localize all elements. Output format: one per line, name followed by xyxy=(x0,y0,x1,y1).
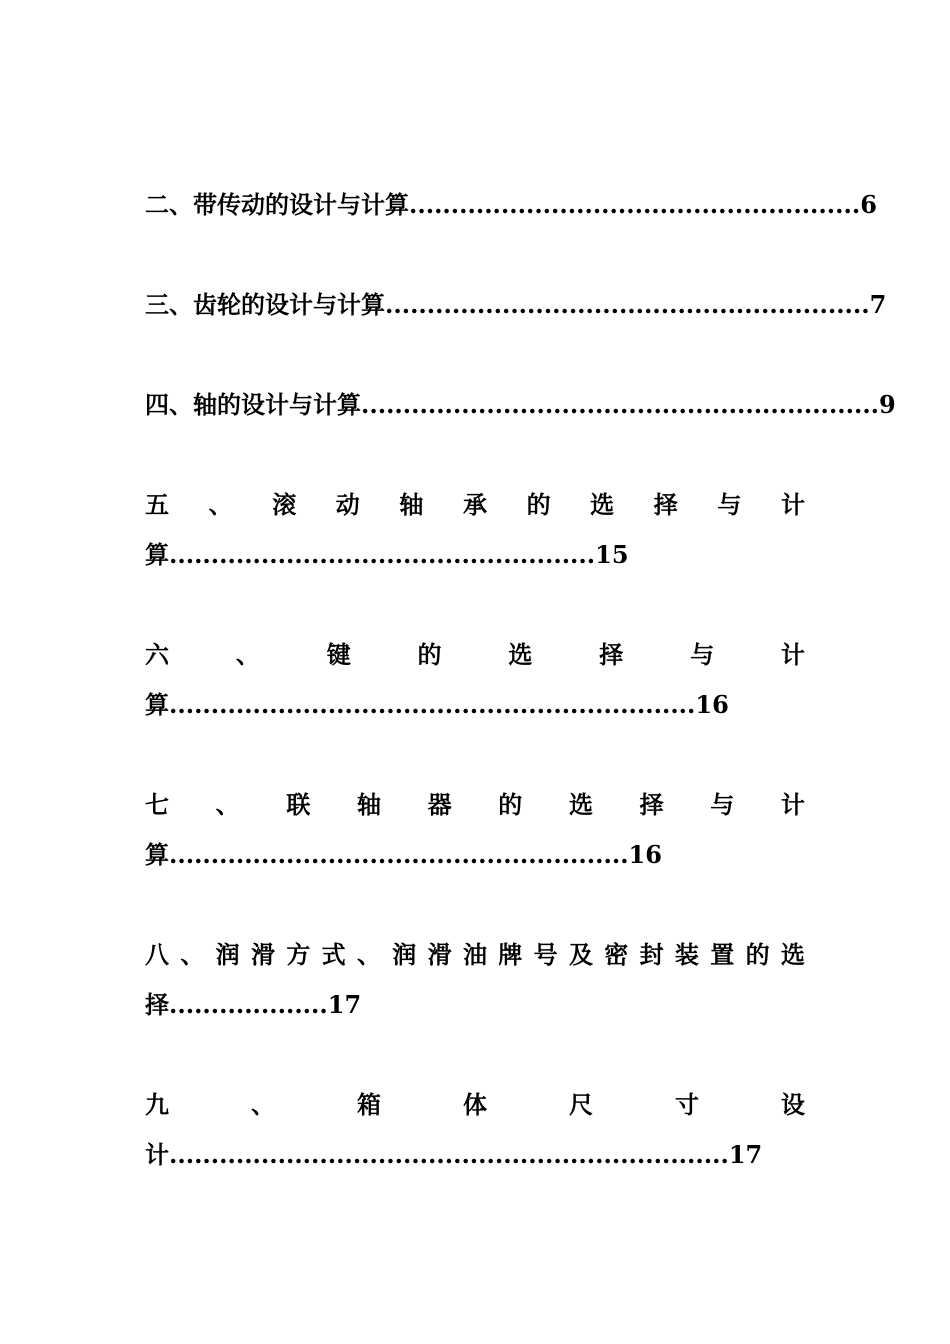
toc-char: 、 xyxy=(215,790,240,819)
toc-entry-justified-line xyxy=(145,780,805,830)
toc-char: 计 xyxy=(780,790,805,819)
toc-char: 动 xyxy=(335,490,360,519)
toc-char: 择 xyxy=(653,490,678,519)
toc-char: 轴 xyxy=(399,490,424,519)
toc-entry-text: 二、带传动的设计与计算......................................................6 xyxy=(145,190,877,219)
toc-char: 与 xyxy=(717,490,742,519)
toc-char: 牌 xyxy=(498,940,523,969)
toc-char: 、 xyxy=(251,1090,275,1119)
toc-entry-justified-line xyxy=(145,480,805,530)
toc-char: 体 xyxy=(463,1090,487,1119)
toc-char: 、 xyxy=(356,940,381,969)
toc-char: 及 xyxy=(568,940,593,969)
toc-entry-8[interactable] xyxy=(145,930,805,1030)
toc-char: 七 xyxy=(145,790,169,819)
toc-char: 五 xyxy=(145,490,169,519)
toc-char: 承 xyxy=(462,490,487,519)
toc-char: 方 xyxy=(286,940,311,969)
toc-char: 、 xyxy=(208,490,233,519)
toc-char: 计 xyxy=(780,640,805,669)
toc-char: 的 xyxy=(417,640,442,669)
toc-char: 择 xyxy=(639,790,664,819)
table-of-contents xyxy=(145,180,896,1230)
toc-char: 滑 xyxy=(250,940,275,969)
toc-char: 装 xyxy=(674,940,699,969)
toc-char: 设 xyxy=(781,1090,805,1119)
toc-char: 六 xyxy=(145,640,169,669)
toc-entry-continuation: 算.......................................................16 xyxy=(145,840,662,869)
toc-char: 选 xyxy=(568,790,593,819)
toc-entry-text: 三、齿轮的设计与计算..........................................................7 xyxy=(145,290,887,319)
toc-char: 、 xyxy=(180,940,205,969)
toc-char: 联 xyxy=(286,790,311,819)
toc-entry-3[interactable] xyxy=(145,280,887,330)
toc-entry-continuation: 计...................................................................17 xyxy=(145,1140,763,1169)
toc-char: 选 xyxy=(780,940,805,969)
toc-char: 滑 xyxy=(427,940,452,969)
toc-char: 尺 xyxy=(569,1090,593,1119)
toc-entry-5[interactable] xyxy=(145,480,805,580)
toc-char: 选 xyxy=(508,640,533,669)
toc-char: 密 xyxy=(604,940,629,969)
toc-char: 封 xyxy=(639,940,664,969)
toc-char: 择 xyxy=(599,640,624,669)
toc-char: 与 xyxy=(690,640,715,669)
toc-char: 八 xyxy=(145,940,169,969)
toc-char: 的 xyxy=(498,790,523,819)
toc-char: 键 xyxy=(326,640,351,669)
toc-char: 置 xyxy=(710,940,735,969)
toc-char: 计 xyxy=(780,490,805,519)
toc-entry-justified-line xyxy=(145,1080,805,1130)
toc-entry-justified-line xyxy=(145,630,805,680)
toc-char: 油 xyxy=(462,940,487,969)
toc-entry-continuation: 择...................17 xyxy=(145,990,362,1019)
toc-char: 轴 xyxy=(356,790,381,819)
toc-char: 润 xyxy=(215,940,240,969)
toc-entry-continuation: 算...................................................15 xyxy=(145,540,629,569)
toc-char: 寸 xyxy=(675,1090,699,1119)
toc-entry-7[interactable] xyxy=(145,780,805,880)
toc-entry-justified-line xyxy=(145,930,805,980)
toc-entry-2[interactable] xyxy=(145,180,877,230)
toc-entry-9[interactable] xyxy=(145,1080,805,1180)
toc-entry-4[interactable] xyxy=(145,380,896,430)
toc-char: 的 xyxy=(526,490,551,519)
toc-char: 的 xyxy=(745,940,770,969)
toc-char: 九 xyxy=(145,1090,169,1119)
toc-entry-6[interactable] xyxy=(145,630,805,730)
toc-char: 号 xyxy=(533,940,558,969)
toc-char: 式 xyxy=(321,940,346,969)
toc-entry-continuation: 算...............................................................16 xyxy=(145,690,729,719)
toc-char: 箱 xyxy=(357,1090,381,1119)
toc-char: 滚 xyxy=(272,490,297,519)
toc-char: 选 xyxy=(590,490,615,519)
toc-char: 润 xyxy=(392,940,417,969)
toc-char: 与 xyxy=(710,790,735,819)
toc-entry-text: 四、轴的设计与计算..............................................................9 xyxy=(145,390,896,419)
toc-char: 器 xyxy=(427,790,452,819)
toc-char: 、 xyxy=(235,640,260,669)
